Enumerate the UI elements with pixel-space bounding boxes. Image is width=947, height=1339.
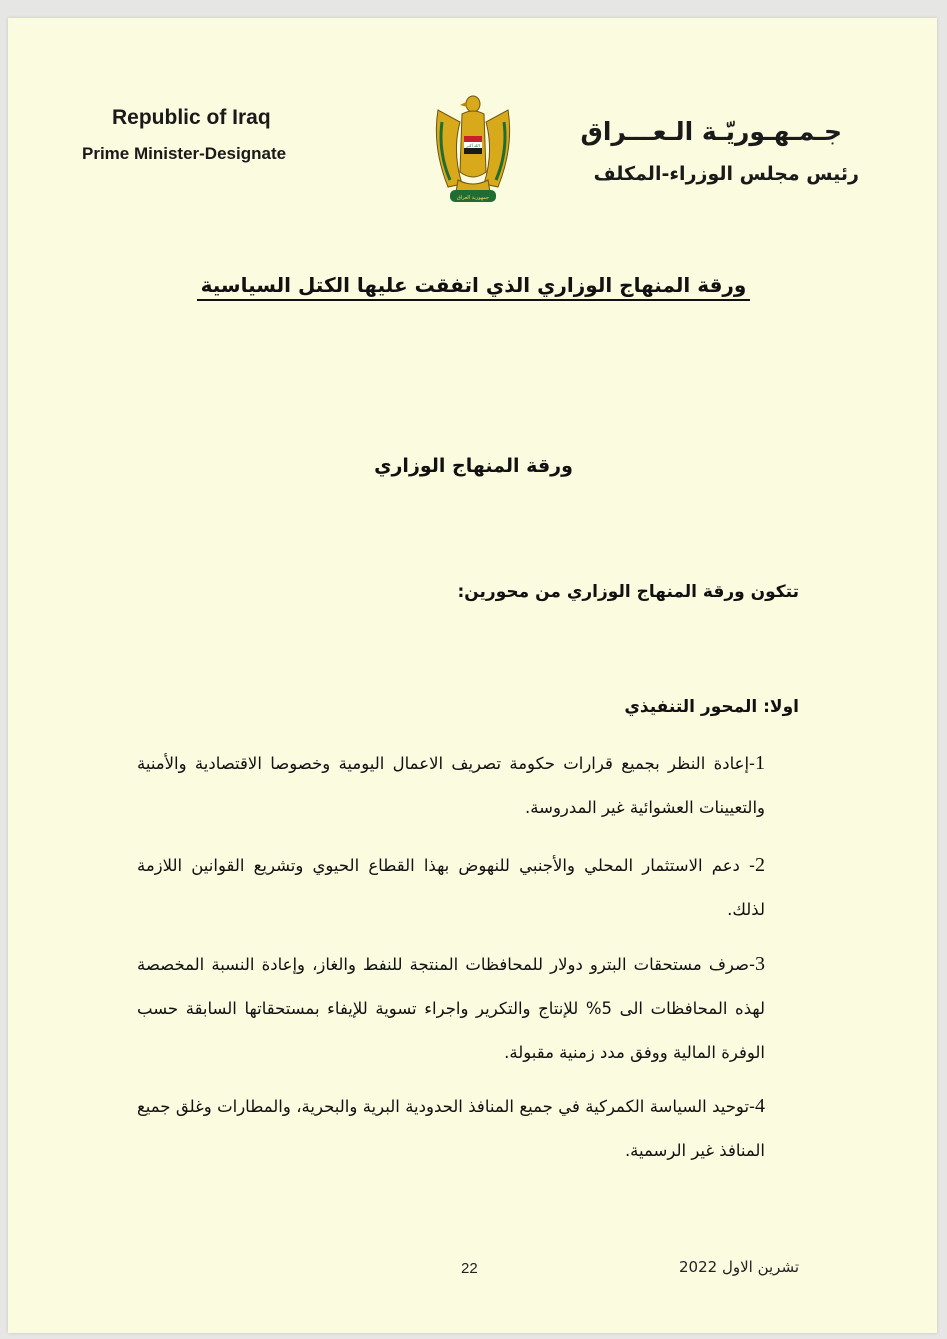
intro-text: تتكون ورقة المنهاج الوزاري من محورين:	[457, 582, 799, 602]
item-text: - دعم الاستثمار المحلي والأجنبي للنهوض بهذا القطاع الحيوي وتشريع القوانين اللازمة لذلك.	[137, 856, 765, 919]
page-number: 22	[461, 1260, 478, 1277]
axis-title: اولا: المحور التنفيذي	[624, 697, 799, 717]
item-number: 3	[755, 953, 765, 975]
emblem-text-bottom: جمهورية العراق	[456, 195, 490, 201]
header-arabic-title: جـمـهـوريّـة الـعـــراق	[580, 117, 842, 146]
header-english-title: Republic of Iraq	[112, 106, 271, 129]
list-item	[137, 741, 765, 830]
header-english-subtitle: Prime Minister-Designate	[82, 144, 287, 163]
document-title	[0, 273, 947, 301]
list-item	[137, 942, 765, 1075]
emblem-text-top: الله أكبر	[466, 143, 480, 148]
item-text: -صرف مستحقات البترو دولار للمحافظات المنتجة للنفط والغاز، وإعادة النسبة المخصصة لهذه المحافظات الى 5% للإنتاج والتكرير واجراء تسوية للإيفاء بمستحقاتها السابقة حسب الوفرة المالية ووفق مدد زمنية مقبولة.	[137, 955, 765, 1062]
list-item	[137, 1084, 765, 1173]
item-number: 1	[755, 752, 765, 774]
item-text: -توحيد السياسة الكمركية في جميع المنافذ الحدودية البرية والبحرية، والمطارات وغلق جميع المنافذ غير الرسمية.	[137, 1097, 765, 1160]
list-item	[137, 843, 765, 932]
header-arabic-subtitle: رئيس مجلس الوزراء-المكلف	[593, 163, 859, 185]
item-number: 2	[755, 854, 765, 876]
item-number: 4	[755, 1095, 765, 1117]
footer-date: تشرين الاول 2022	[678, 1258, 799, 1276]
section-title: ورقة المنهاج الوزاري	[374, 455, 573, 477]
document-title-text: ورقة المنهاج الوزاري الذي اتفقت عليها الكتل السياسية	[197, 273, 751, 301]
iraq-eagle-emblem-icon	[430, 92, 516, 210]
item-text: -إعادة النظر بجميع قرارات حكومة تصريف الاعمال اليومية وخصوصا الاقتصادية والأمنية والتعيينات العشوائية غير المدروسة.	[137, 754, 765, 817]
